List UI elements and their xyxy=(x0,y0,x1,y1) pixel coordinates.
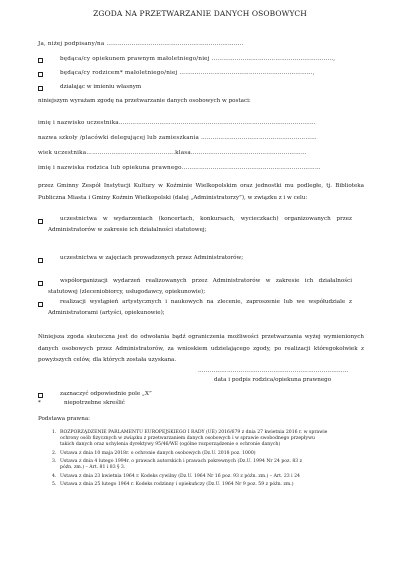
purpose-classes: uczestnictwa w zajęciach prowadzonych przez Administratorów; xyxy=(60,255,244,261)
field-parent-name[interactable]: imię i nazwiska rodzica lub opiekuna prawnego……………………………………………………………… xyxy=(38,165,321,171)
validity-paragraph: Niniejsza zgoda skuteczna jest do odwołania bądź ograniczenia możliwości przetwarzania wyżej wymienionych danych osobowych przez Administratorów, za wnioskiem udzielającego zgody, po realizacji któregokolwiek z powyższych celów, dla których została uzyskana. xyxy=(38,334,364,363)
purpose-events: uczestnictwa w wydarzeniach (koncertach, konkursach, wycieczkach) organizowanych przez Administratorów w zakresie ich działalności statutowej; xyxy=(48,216,352,234)
checkbox-parent[interactable] xyxy=(38,72,43,77)
signed-line[interactable]: Ja, niżej podpisany/na …………………………………………………………….. xyxy=(38,41,244,47)
checkbox-note-icon xyxy=(38,393,43,398)
checkbox-own-behalf[interactable] xyxy=(38,86,43,91)
purpose-performances: realizacji wystąpień artystycznych i naukowych na zlecenie, zaproszenie lub we współudziale z Administratorami (artyści, opiekunowie); xyxy=(48,299,352,317)
checkbox-purpose-performances[interactable] xyxy=(38,302,43,307)
legal-item-number: 5. xyxy=(52,482,57,487)
intro-paragraph: przez Gminny Zespół Instytucji Kultury w Koźminie Wielkopolskim oraz jednostki mu podległe, tj. Biblioteka Publiczna Miasta i Gminy Koźmin Wielkopolski (dalej „Administratorzy”), w związku z i w celu: xyxy=(38,183,364,201)
legal-item-number: 1. xyxy=(52,430,57,435)
legal-item-data-protection-act: Ustawa z dnia 10 maja 2018r. o ochronie danych osobowych (Dz.U. 2018 poz. 1000) xyxy=(60,451,256,456)
option-parent-label: będąca/cy rodzicem* małoletniego/niej ……………………………………………………………, xyxy=(60,70,315,76)
legal-heading: Podstawa prawna: xyxy=(38,416,91,422)
page-title: ZGODA NA PRZETWARZANIE DANYCH OSOBOWYCH xyxy=(93,9,307,18)
checkbox-purpose-events[interactable] xyxy=(38,219,43,224)
legal-item-number: 3. xyxy=(52,459,57,464)
checkbox-note: zaznaczyć odpowiednie pole „X” xyxy=(60,391,152,397)
legal-item-copyright-act: Ustawa z dnia 4 lutego 1994r. o prawach autorskich i prawach pokrewnych (Dz.U. 1994 Nr 24 poz. 83 z późn. zm.) – Art. 81 i 83 § 3. xyxy=(60,459,303,471)
legal-item-family-code: Ustawa z dnia 25 lutego 1964 r. Kodeks rodzinny i opiekuńczy (Dz.U. 1964 Nr 9 poz. 59 z późn. zm.) xyxy=(60,482,294,487)
option-own-behalf-label: działając w imieniu własnym xyxy=(60,84,142,90)
legal-item-number: 2. xyxy=(52,451,57,456)
legal-item-number: 4. xyxy=(52,474,57,479)
field-age-class[interactable]: wiek uczestnika……………………………………….klasa…………………………………………………… xyxy=(38,150,307,156)
legal-item-civil-code: Ustawa z dnia 23 kwietnia 1964 r. Kodeks cywilny (Dz.U. 1964 Nr 16 poz. 93 z późn. zm.) – Art. 23 i 24 xyxy=(60,474,300,479)
asterisk-mark: * xyxy=(38,400,41,406)
option-guardian-label: będąca/cy opiekunem prawnym małoletniego/niej ………………………………………………………, xyxy=(60,56,336,62)
checkbox-purpose-classes[interactable] xyxy=(38,258,43,263)
signature-label: data i podpis rodzica/opiekuna prawnego xyxy=(214,377,332,383)
legal-item-gdpr: ROZPORZĄDZENIE PARLAMENTU EUROPEJSKIEGO I RADY (UE) 2016/679 z dnia 27 kwietnia 2016 r. w sprawie ochrony osób fizycznych w związku z przetwarzaniem danych osobowych i w sprawie swobodnego przepływu takich danych oraz uchylenia dyrektywy 95/46/WE (ogólne rozporządzenie o ochronie danych) xyxy=(60,430,328,448)
field-participant-name[interactable]: imię i nazwisko uczestnika………………………………………………………………………………………… xyxy=(38,120,316,126)
checkbox-guardian[interactable] xyxy=(38,58,43,63)
field-school-name[interactable]: nazwa szkoły /placówki delegującej lub zamieszkania …………………………………………………… xyxy=(38,135,317,141)
signature-line[interactable]: …………………………………………………………………… xyxy=(198,368,349,374)
checkbox-purpose-coorganization[interactable] xyxy=(38,281,43,286)
purpose-coorganization: współorganizacji wydarzeń realizowanych przez Administratorów w zakresie ich działalności statutowej (zleceniobiorcy, usługodawcy, opiekunowie); xyxy=(48,278,352,296)
consent-intro: niniejszym wyrażam zgodę na przetwarzanie danych osobowych w postaci: xyxy=(38,98,251,104)
asterisk-note: niepotrzebne skreślić xyxy=(64,400,125,406)
